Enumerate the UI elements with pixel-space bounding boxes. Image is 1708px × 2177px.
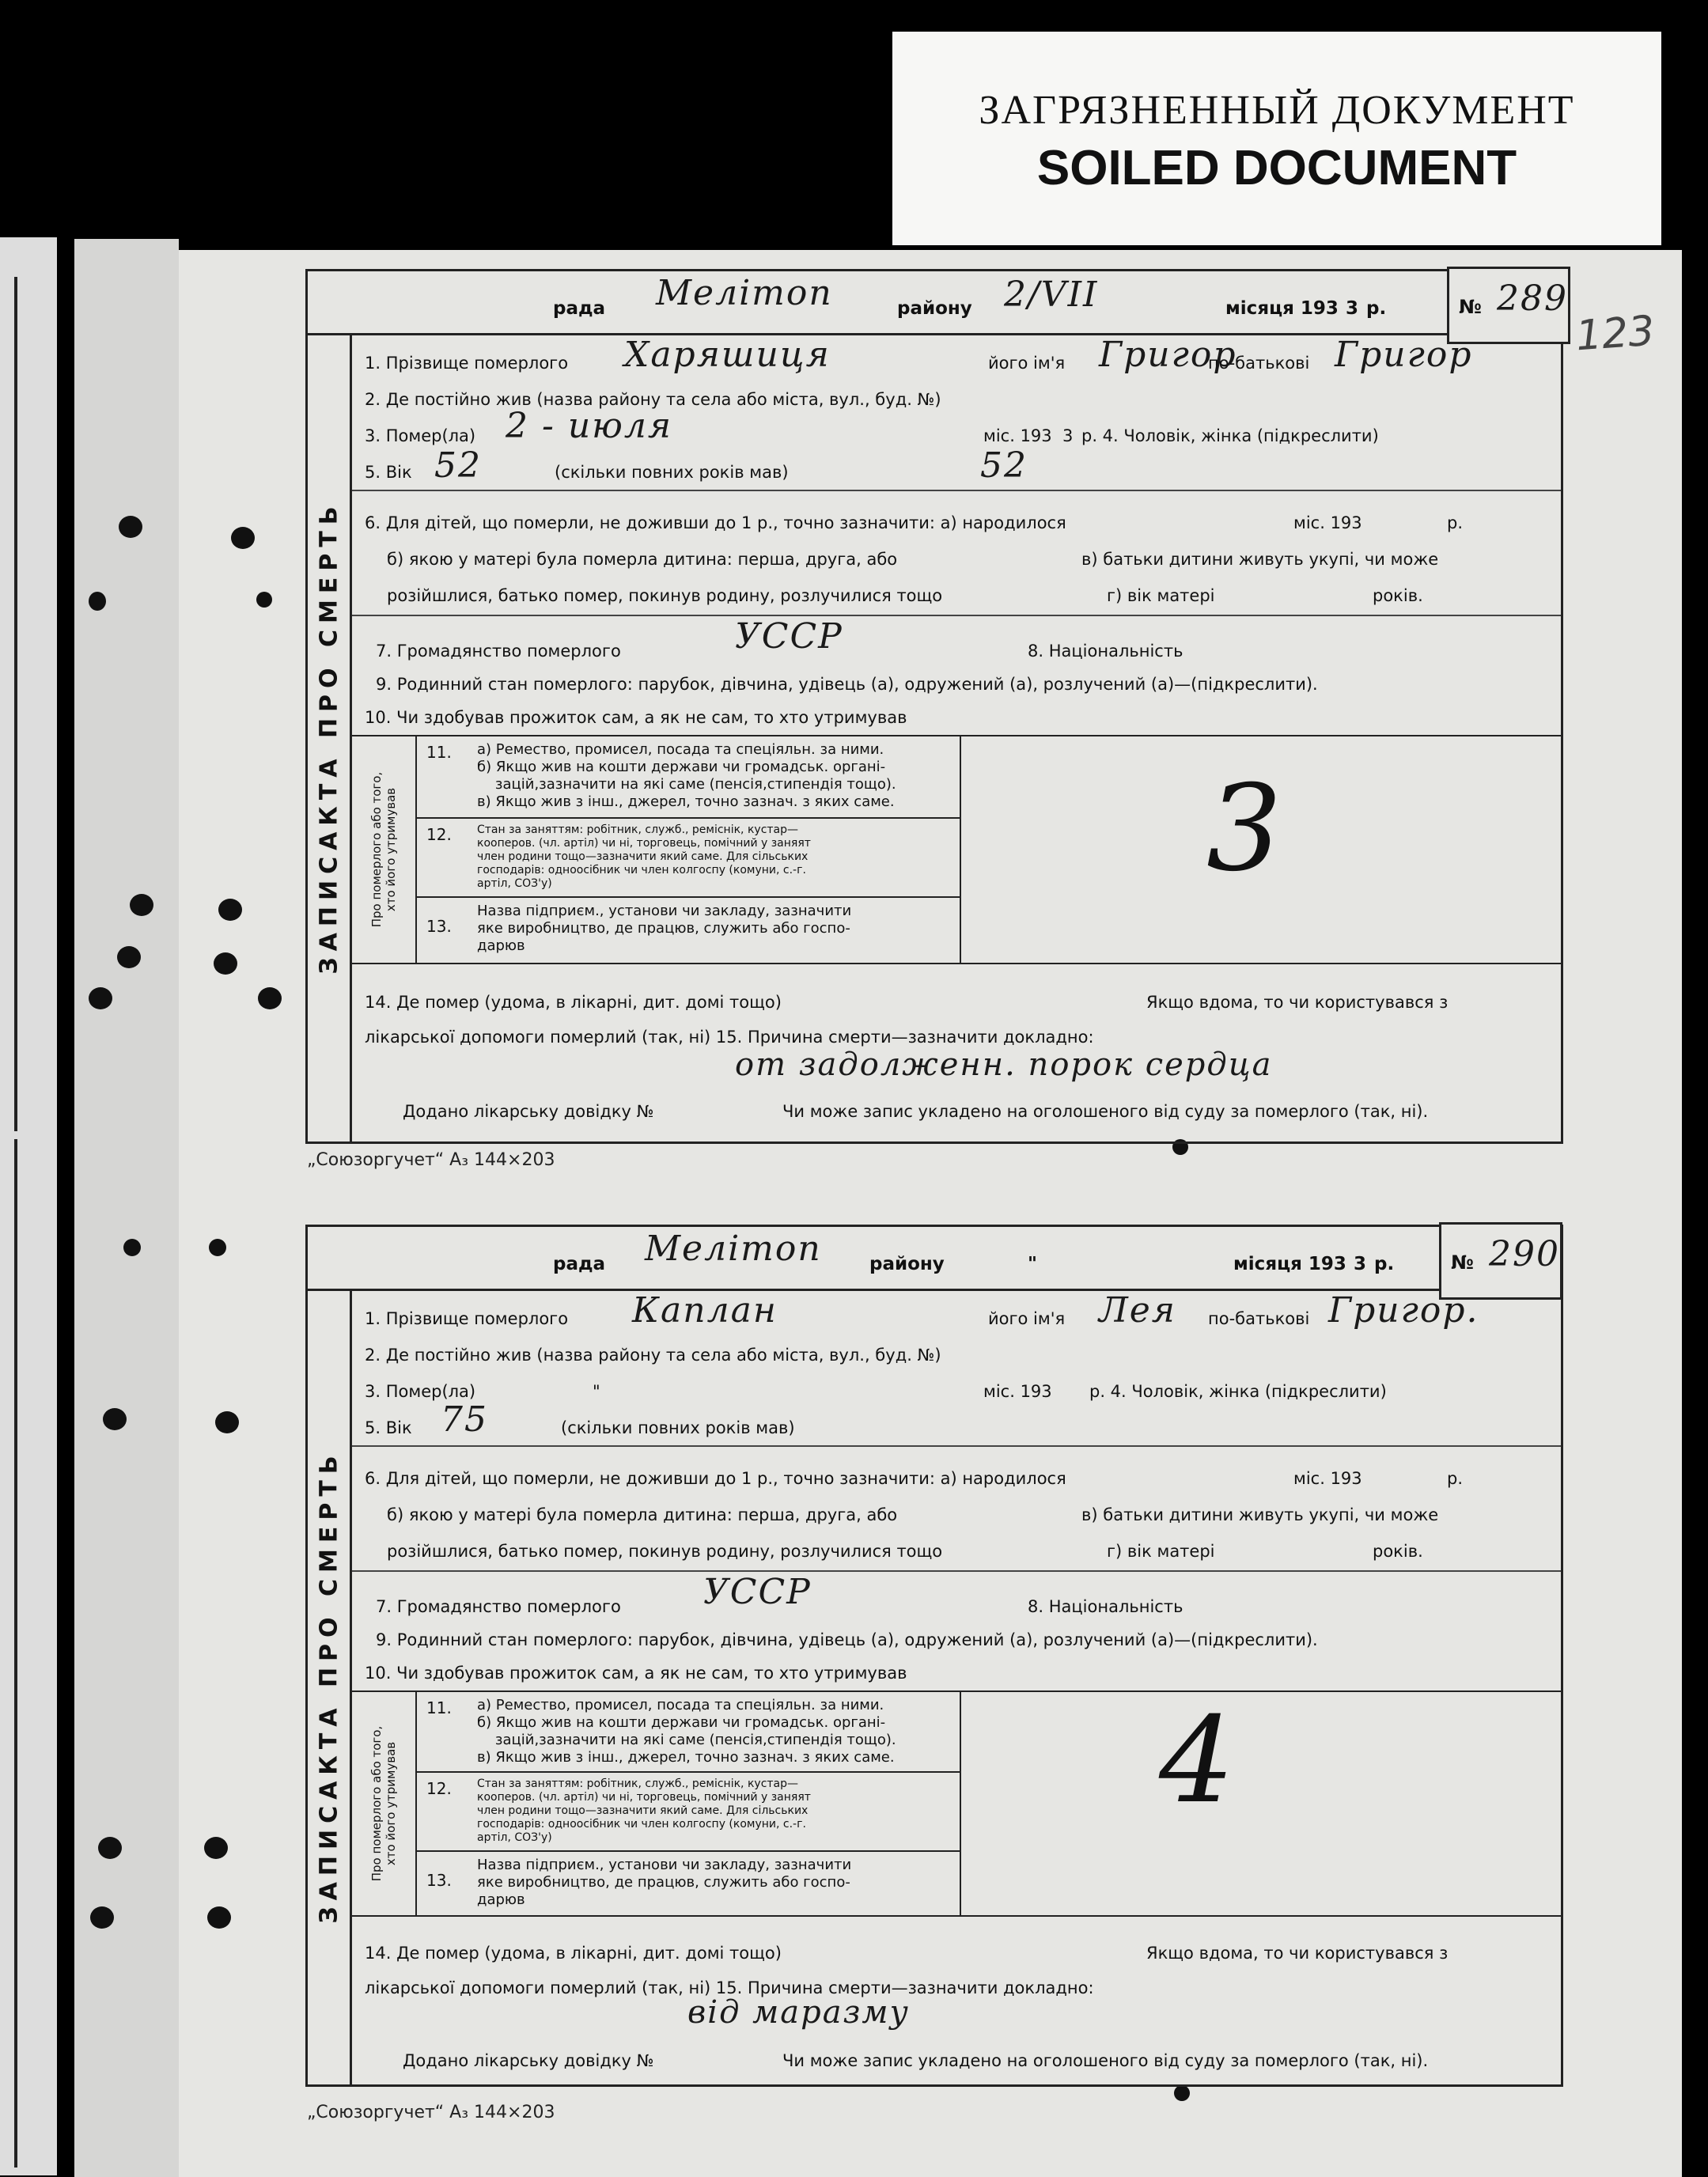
form-header (308, 1227, 1561, 1291)
rayonu-label: району (869, 1254, 945, 1274)
punch-hole (90, 1906, 114, 1929)
line-10: 10. Чи здобував прожиток сам, а як не сам, то хто утримував (365, 708, 907, 727)
punch-hole (256, 592, 272, 608)
support-value: 4 (1159, 1692, 1235, 1830)
line-6-r: р. (1447, 513, 1464, 532)
line-6-month: міс. 193 (1293, 513, 1362, 532)
punch-hole (215, 1411, 239, 1433)
left-binding-strip (0, 237, 57, 1163)
sub-vertical-label: Про померлого або того, хто його утримував (369, 771, 398, 928)
sub-vertical-label: Про померлого або того, хто його утримував (369, 1725, 398, 1882)
year-digit: 3 (1346, 298, 1359, 319)
line-3: 3. Помер(ла) (365, 1382, 476, 1401)
line-6d: розійшлися, батько помер, покинув родину, розлучилися тощо (387, 1542, 943, 1561)
punch-hole (117, 946, 141, 968)
record-number: 290 (1489, 1234, 1560, 1274)
print-stamp: „Союзоргучет“ A₃ 144×203 (307, 2103, 555, 2122)
line-3: 3. Помер(ла) (365, 426, 476, 445)
support-subtable: Про померлого або того, хто його утримував 11. а) Ремество, промисел, посада та спеціяльн. за ними. б) Якщо жив на кошти держави чи громадськ. органі- зацій,зазначити на які саме (пенсія,стипендія тощо). в) Якщо жив з інш., джерел, точно зазнач. з яких саме. 12. Стан за заняттям: робітник, служб., реміснік, кустар— кооперов. (чл. артіл) чи ні, торговець, помічний у заняят член родини тощо—зазначити який саме. Для сільських господарів: одноосібник чи член колгоспу (комуни, с.-г. артіл, СОЗ'у) 13. Назва підприєм., установи чи закладу, зазначити яке виробництво, де працюв, служить або госпо- дарюв 4 (352, 1690, 1563, 1917)
line-7: 7. Громадянство померлого (376, 642, 621, 661)
item-13: Назва підприєм., установи чи закладу, зазначити яке виробництво, де працюв, служить або госпо- дарюв (477, 1857, 852, 1908)
punch-hole (231, 527, 255, 549)
line-9: 9. Родинний стан померлого: парубок, дівчина, удівець (а), одружений (а), розлучений (а)—(підкреслити). (376, 1630, 1318, 1649)
line-16: Додано лікарську довідку № (403, 1102, 654, 1121)
rada-value: Мелітоп (656, 273, 833, 313)
line-15: лікарської допомоги померлий (так, ні) 15. Причина смерти—зазначити докладно: (365, 1978, 1094, 1997)
line-14b: Якщо вдома, то чи користувався з (1146, 993, 1449, 1012)
line-9: 9. Родинний стан померлого: парубок, дівчина, удівець (а), одружений (а), розлучений (а)—(підкреслити). (376, 675, 1318, 694)
citizenship-value: УССР (735, 616, 843, 657)
name-label: його ім'я (988, 1309, 1066, 1328)
record-number-box (1447, 267, 1570, 344)
patronymic-value: Григор. (1328, 1290, 1479, 1331)
died-year-digit: 3 (1062, 426, 1074, 445)
died-value: " (593, 1382, 600, 1401)
support-subtable: Про померлого або того, хто його утримував 11. а) Ремество, промисел, посада та спеціяльн. за ними. б) Якщо жив на кошти держави чи громадськ. органі- зацій,зазначити на які саме (пенсія,стипендія тощо). в) Якщо жив з інш., джерел, точно зазнач. з яких саме. 12. Стан за заняттям: робітник, служб., реміснік, кустар— кооперов. (чл. артіл) чи ні, торговець, помічний у заняят член родини тощо—зазначити який саме. Для сільських господарів: одноосібник чи член колгоспу (комуни, с.-г. артіл, СОЗ'у) 13. Назва підприєм., установи чи закладу, зазначити яке виробництво, де працюв, служить або госпо- дарюв 3 (352, 735, 1563, 964)
died-value: 2 - июля (506, 406, 673, 446)
record-number-box (1439, 1222, 1562, 1300)
banner-english: SOILED DOCUMENT (1036, 141, 1517, 195)
month-label: місяця 193 (1225, 298, 1339, 319)
age-hint: (скільки повних років мав) (561, 1418, 795, 1437)
age-value-2: 52 (980, 445, 1028, 486)
patronymic-label: по-батькові (1208, 354, 1310, 373)
punch-hole (130, 894, 153, 916)
line-8: 8. Національність (1028, 642, 1183, 661)
rada-label: рада (553, 1254, 606, 1274)
line-16b: Чи може запис укладено на оголошеного від суду за померлого (так, ні). (782, 2051, 1429, 2070)
patronymic-value: Григор (1335, 335, 1473, 375)
month-label: місяця 193 (1233, 1254, 1346, 1274)
death-record-form-1 (305, 269, 1568, 1144)
line-6c: в) батьки дитини живуть укупі, чи може (1081, 550, 1439, 569)
form-header (308, 271, 1568, 335)
left-binding-strip-lower (0, 1139, 57, 2175)
punch-hole (218, 899, 242, 921)
line-1: 1. Прізвище померлого (365, 354, 569, 373)
punch-hole (258, 987, 282, 1009)
item-11: а) Ремество, промисел, посада та спеціяльн. за ними. б) Якщо жив на кошти держави чи громадськ. органі- зацій,зазначити на які саме (пенсія,стипендія тощо). в) Якщо жив з інш., джерел, точно зазнач. з яких саме. (477, 1697, 896, 1766)
line-6-r: р. (1447, 1469, 1464, 1488)
line-6e: г) вік матері (1107, 586, 1215, 605)
line-7: 7. Громадянство померлого (376, 1597, 621, 1616)
patronymic-label: по-батькові (1208, 1309, 1310, 1328)
line-6a: 6. Для дітей, що померли, не доживши до 1 р., точно зазначити: а) народилося (365, 1469, 1066, 1488)
name-value: Григор (1099, 335, 1237, 375)
line-15: лікарської допомоги померлий (так, ні) 15. Причина смерти—зазначити докладно: (365, 1028, 1094, 1047)
line-14: 14. Де помер (удома, в лікарні, дит. домі тощо) (365, 993, 782, 1012)
rayonu-value: " (1028, 1254, 1037, 1274)
r-label: р. (1374, 1254, 1395, 1274)
line-1: 1. Прізвище померлого (365, 1309, 569, 1328)
vertical-title: ЗАПИСАКТА ПРО СМЕРТЬ (308, 1289, 352, 2084)
line-6f: років. (1373, 586, 1423, 605)
line-6a: 6. Для дітей, що померли, не доживши до 1 р., точно зазначити: а) народилося (365, 513, 1066, 532)
punch-hole (209, 1239, 226, 1256)
cause-value: від маразму (687, 1994, 910, 2031)
number-label: № (1459, 296, 1482, 318)
rada-label: рада (553, 298, 606, 319)
line-2: 2. Де постійно жив (назва району та села або міста, вул., буд. №) (365, 1346, 941, 1365)
record-number: 289 (1497, 278, 1568, 319)
punch-hole (207, 1906, 231, 1929)
punch-hole (123, 1239, 141, 1256)
punch-hole (98, 1837, 122, 1859)
line-6-month: міс. 193 (1293, 1469, 1362, 1488)
line-2: 2. Де постійно жив (назва району та села або міста, вул., буд. №) (365, 390, 941, 409)
surname-value: Харяшиця (624, 335, 831, 375)
punch-hole (1174, 2085, 1190, 2101)
line-8: 8. Національність (1028, 1597, 1183, 1616)
line-10: 10. Чи здобував прожиток сам, а як не сам, то хто утримував (365, 1664, 907, 1683)
cause-value: от задолженн. порок сердца (735, 1047, 1273, 1083)
line-16: Додано лікарську довідку № (403, 2051, 654, 2070)
line-6b: б) якою у матері була померла дитина: перша, друга, або (387, 1505, 898, 1524)
punch-hole (89, 592, 106, 611)
line-6f: років. (1373, 1542, 1423, 1561)
number-label: № (1451, 1251, 1474, 1274)
rayonu-value: 2/VII (1004, 274, 1099, 315)
death-record-form-2 (305, 1225, 1563, 2087)
print-stamp: „Союзоргучет“ A₃ 144×203 (307, 1150, 555, 1170)
punch-hole (103, 1408, 127, 1430)
rada-value: Мелітоп (645, 1229, 822, 1269)
archive-page-number: 123 (1574, 307, 1657, 361)
line-14: 14. Де помер (удома, в лікарні, дит. домі тощо) (365, 1944, 782, 1963)
item-13: Назва підприєм., установи чи закладу, зазначити яке виробництво, де працюв, служить або госпо- дарюв (477, 903, 852, 954)
line-6c: в) батьки дитини живуть укупі, чи може (1081, 1505, 1439, 1524)
banner-russian: ЗАГРЯЗНЕННЫЙ ДОКУМЕНТ (979, 88, 1575, 133)
rayonu-label: району (897, 298, 972, 319)
punch-hole (204, 1837, 228, 1859)
line-16b: Чи може запис укладено на оголошеного від суду за померлого (так, ні). (782, 1102, 1429, 1121)
line-5: 5. Вік (365, 1418, 412, 1437)
age-hint: (скільки повних років мав) (555, 463, 789, 482)
item-12: Стан за заняттям: робітник, служб., реміснік, кустар— кооперов. (чл. артіл) чи ні, торговець, помічний у заняят член родини тощо—зазначити який саме. Для сільських господарів: одноосібник чи член колгоспу (комуни, с.-г. артіл, СОЗ'у) (477, 1778, 811, 1844)
support-value: 3 (1206, 760, 1282, 898)
vertical-title: ЗАПИСАКТА ПРО СМЕРТЬ (308, 333, 352, 1142)
name-label: його ім'я (988, 354, 1066, 373)
line-6b: б) якою у матері була померла дитина: перша, друга, або (387, 550, 898, 569)
line-6e: г) вік матері (1107, 1542, 1215, 1561)
item-12: Стан за заняттям: робітник, служб., реміснік, кустар— кооперов. (чл. артіл) чи ні, торговець, помічний у заняят член родини тощо—зазначити який саме. Для сільських господарів: одноосібник чи член колгоспу (комуни, с.-г. артіл, СОЗ'у) (477, 823, 811, 890)
surname-value: Каплан (632, 1290, 778, 1331)
line-14b: Якщо вдома, то чи користувався з (1146, 1944, 1449, 1963)
line-6d: розійшлися, батько помер, покинув родину, розлучилися тощо (387, 586, 943, 605)
died-month-label: міс. 193 (983, 426, 1052, 445)
punch-hole (214, 952, 237, 975)
item-11: а) Ремество, промисел, посада та спеціяльн. за ними. б) Якщо жив на кошти держави чи громадськ. органі- зацій,зазначити на які саме (пенсія,стипендія тощо). в) Якщо жив з інш., джерел, точно зазнач. з яких саме. (477, 741, 896, 810)
died-month-label: міс. 193 (983, 1382, 1052, 1401)
punch-hole (119, 516, 142, 538)
year-digit: 3 (1354, 1254, 1367, 1274)
punch-hole (89, 987, 112, 1009)
citizenship-value: УССР (703, 1572, 812, 1612)
age-value: 75 (441, 1399, 488, 1440)
r-label: р. (1366, 298, 1387, 319)
line-5: 5. Вік (365, 463, 412, 482)
name-value: Лея (1099, 1290, 1176, 1331)
sex-label: р. 4. Чоловік, жінка (підкреслити) (1089, 1382, 1387, 1401)
soiled-document-banner (892, 32, 1661, 245)
sex-label: р. 4. Чоловік, жінка (підкреслити) (1081, 426, 1379, 445)
age-value: 52 (434, 445, 482, 486)
